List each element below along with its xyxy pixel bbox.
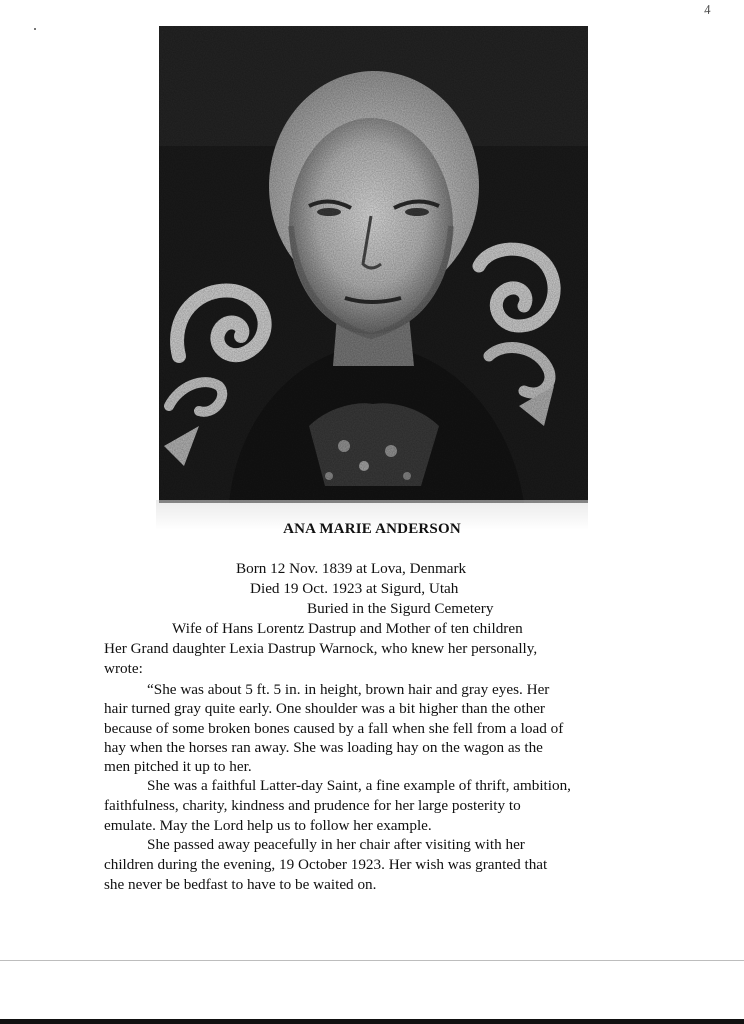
buried-line: Buried in the Sigurd Cemetery (307, 600, 494, 617)
scan-fold-line (0, 960, 744, 961)
scan-bottom-edge (0, 1019, 744, 1024)
body-line: men pitched it up to her. (104, 758, 252, 775)
body-line: hair turned gray quite early. One shoulder was a bit higher than the other (104, 700, 545, 717)
body-line: children during the evening, 19 October 1923. Her wish was granted that (104, 856, 548, 873)
body-line: she never be bedfast to have to be waited on. (104, 876, 377, 893)
scan-speck (34, 28, 36, 30)
body-line: wrote: (104, 660, 143, 677)
portrait-photo (159, 26, 588, 503)
body-line: because of some broken bones caused by a fall when she fell from a load of (104, 720, 564, 737)
body-line: Her Grand daughter Lexia Dastrup Warnock, who knew her personally, (104, 640, 538, 657)
body-line: “She was about 5 ft. 5 in. in height, brown hair and gray eyes. Her (147, 681, 550, 698)
family-line: Wife of Hans Lorentz Dastrup and Mother of ten children (172, 620, 523, 637)
portrait-photo-icon (159, 26, 588, 503)
body-line: hay when the horses ran away. She was loading hay on the wagon as the (104, 739, 543, 756)
body-line: She was a faithful Latter-day Saint, a fine example of thrift, ambition, (147, 777, 571, 794)
born-line: Born 12 Nov. 1839 at Lova, Denmark (236, 560, 467, 577)
page-number: 4 (702, 1, 712, 18)
body-line: She passed away peacefully in her chair after visiting with her (147, 836, 525, 853)
body-line: emulate. May the Lord help us to follow her example. (104, 817, 432, 834)
body-line: faithfulness, charity, kindness and prudence for her large posterity to (104, 797, 521, 814)
died-line: Died 19 Oct. 1923 at Sigurd, Utah (250, 580, 459, 597)
document-title: ANA MARIE ANDERSON (283, 521, 461, 537)
